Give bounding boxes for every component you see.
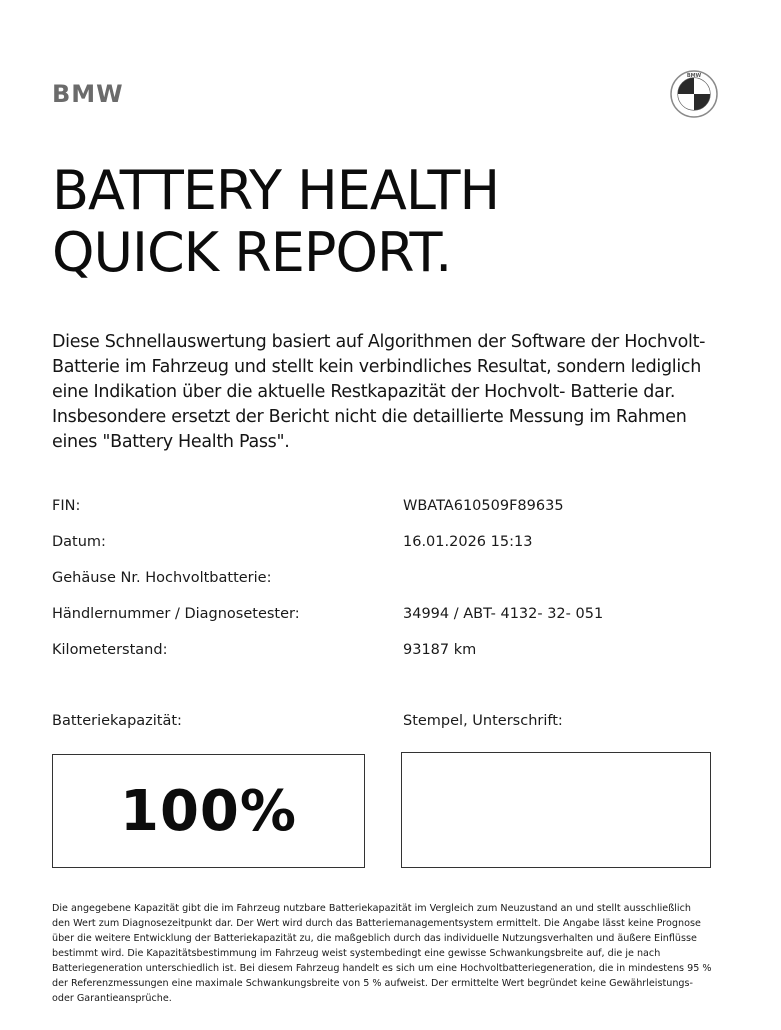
fin-label: FIN: — [52, 498, 81, 514]
stamp-signature-box — [401, 752, 711, 868]
svg-text:BMW: BMW — [686, 72, 702, 79]
mileage-value: 93187 km — [403, 642, 477, 658]
disclaimer-footnote: Die angegebene Kapazität gibt die im Fahrzeug nutzbare Batteriekapazität im Vergleich zum Neuzustand an und stellt ausschließlich den Wert zum Diagnosezeitpunkt dar. Der Wert wird durch das Batteriemanagementsystem ermittelt. Die Angabe lässt keine Prognose über die weitere Entwicklung der Batteriekapazität zu, die maßgeblich durch das individuelle Nutzungsverhalten und äußere Einflüsse bestimmt wird. Die Kapazitätsbestimmung im Fahrzeug weist systembedingt eine gewisse Schwankungsbreite auf, die je nach Batteriegeneration unterschiedlich ist. Bei diesem Fahrzeug handelt es sich um eine Hochvoltbatteriegeneration, die in mindestens 95 % der Referenzmessungen eine maximale Schwankungsbreite von 5 % aufweist. Der ermittelte Wert begründet keine Gewährleistungs- oder Garantieansprüche. — [52, 903, 712, 1004]
bmw-roundel-icon — [670, 70, 718, 118]
mileage-label: Kilometerstand: — [52, 642, 168, 658]
dealer-number-label: Händlernummer / Diagnosetester: — [52, 606, 300, 622]
report-title-line-2: QUICK REPORT. — [52, 221, 452, 284]
brand-wordmark: BMW — [52, 80, 124, 108]
stamp-signature-label: Stempel, Unterschrift: — [403, 713, 563, 729]
report-title — [52, 160, 499, 284]
datum-value: 16.01.2026 15:13 — [403, 534, 533, 550]
battery-capacity-value: 100% — [119, 778, 297, 844]
fin-value: WBATA610509F89635 — [403, 498, 564, 514]
intro-paragraph: Diese Schnellauswertung basiert auf Algorithmen der Software der Hochvolt- Batterie im Fahrzeug und stellt kein verbindliches Resultat, sondern lediglich eine Indikation über die aktuelle Restkapazität der Hochvolt- Batterie dar. Insbesondere ersetzt der Bericht nicht die detaillierte Messung im Rahmen eines "Battery Health Pass". — [52, 332, 706, 452]
datum-label: Datum: — [52, 534, 106, 550]
report-title-line-1: BATTERY HEALTH — [52, 159, 500, 222]
dealer-number-value: 34994 / ABT- 4132- 32- 051 — [403, 606, 604, 622]
battery-capacity-label: Batteriekapazität: — [52, 713, 182, 729]
battery-housing-label: Gehäuse Nr. Hochvoltbatterie: — [52, 570, 272, 586]
